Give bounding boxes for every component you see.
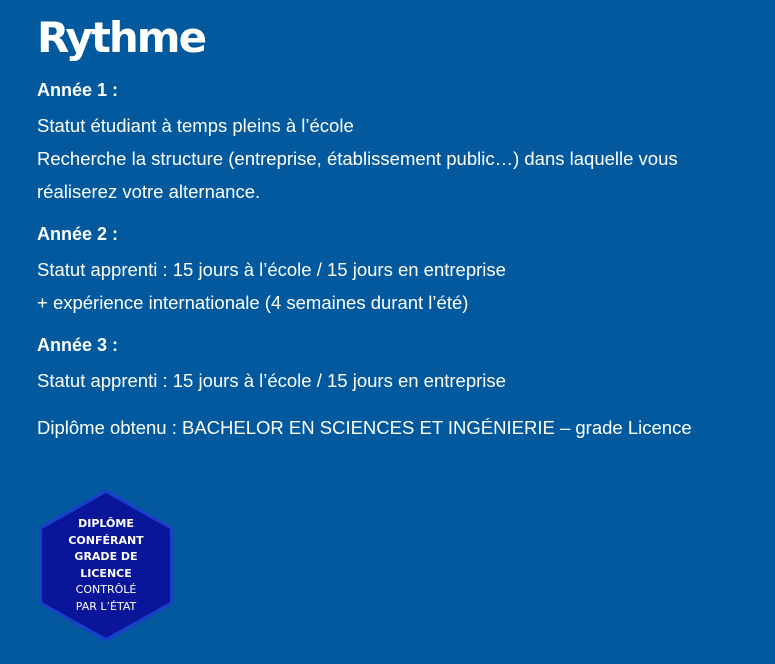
year-1-line-2: Recherche la structure (entreprise, établissement public…) dans laquelle vous — [37, 148, 678, 169]
badge-line-6: PAR L’ÉTAT — [75, 599, 137, 613]
year-3-section — [37, 333, 757, 397]
diploma-text: Diplôme obtenu : BACHELOR EN SCIENCES ET INGÉNIERIE – grade Licence — [37, 417, 692, 438]
page-title: Rythme — [37, 13, 206, 62]
badge-line-1: DIPLÔME — [78, 517, 134, 530]
year-1-heading: Année 1 : — [37, 80, 119, 100]
year-2-heading: Année 2 : — [37, 224, 119, 244]
year-3-heading: Année 3 : — [37, 335, 119, 355]
main-content — [37, 10, 757, 444]
year-3-line-1: Statut apprenti : 15 jours à l’école / 15 jours en entreprise — [37, 370, 506, 391]
year-2-line-1: Statut apprenti : 15 jours à l’école / 15 jours en entreprise — [37, 259, 506, 280]
badge-line-4: LICENCE — [80, 566, 132, 580]
year-2-section — [37, 222, 757, 319]
year-1-line-1: Statut étudiant à temps pleins à l’école — [37, 115, 354, 136]
badge-line-2: CONFÉRANT — [68, 533, 144, 547]
badge-text — [36, 516, 176, 615]
licence-badge — [36, 487, 176, 644]
badge-line-5: CONTRÔLÉ — [75, 583, 137, 596]
badge-line-3: GRADE DE — [74, 550, 138, 563]
year-1-line-3: réaliserez votre alternance. — [37, 181, 261, 202]
year-1-section — [37, 78, 757, 208]
year-2-line-2: + expérience internationale (4 semaines durant l’été) — [37, 292, 469, 313]
